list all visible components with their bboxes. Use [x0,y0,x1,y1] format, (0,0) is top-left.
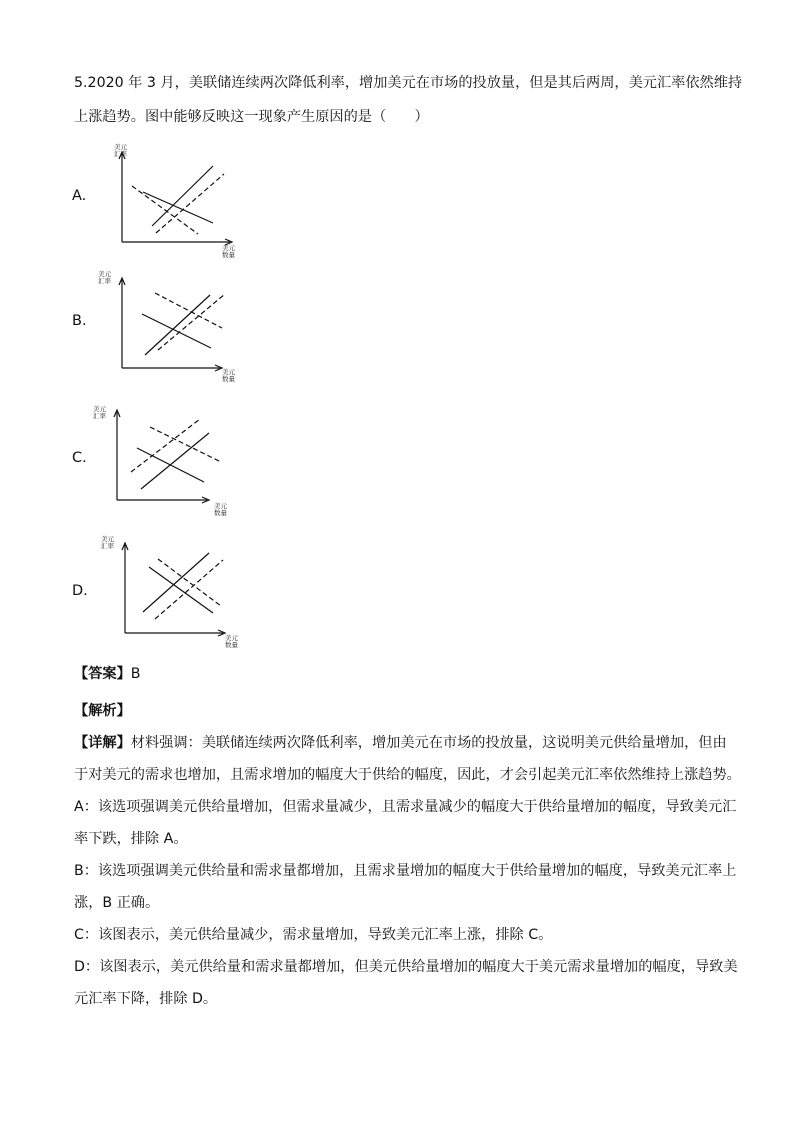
graph-c-x-label-2: 数量 [214,509,227,517]
analysis-d-line-1: D：该图表示，美元供给量和需求量都增加，但美元供给量增加的幅度大于美元需求量增加的幅度，导致美 [74,959,738,975]
graph-d-y-label-2: 汇率 [101,542,114,550]
analysis-tag: 【解析】 [74,703,131,719]
graph-d-x-label-1: 美元 [225,634,238,642]
graph-b-y-label-1: 美元 [98,270,111,278]
answer-line [74,664,141,684]
graph-d-demand-dashed [158,559,221,606]
analysis-c-line-1: C：该图表示，美元供给量减少，需求量增加，导致美元汇率上涨，排除 C。 [74,927,553,943]
analysis-a-line-1: A：该选项强调美元供给量增加，但需求量减少，且需求量减少的幅度大于供给量增加的幅度，导致美元汇 [74,799,737,815]
graph-b-x-label-2: 数量 [222,375,235,383]
graph-a-y-label-2: 汇率 [114,150,127,158]
answer-value: B [130,666,141,682]
graph-a-x-label-1: 美元 [222,244,235,252]
graph-a-demand-dashed [132,186,198,234]
graph-d-supply-dashed [155,560,223,619]
graph-a-supply-dashed [156,174,224,233]
question-line-2: 上涨趋势。图中能够反映这一现象产生原因的是（ ） [74,109,429,125]
detail-line-1 [74,733,727,753]
graph-b-supply-solid [145,295,210,355]
graph-c-supply-dashed [131,419,200,472]
graph-c-y-label-2: 汇率 [93,412,106,420]
graph-d-demand-solid [149,567,213,613]
graph-c-y-label-1: 美元 [93,405,106,413]
graph-option-c [93,402,247,520]
graph-c-demand-dashed [150,427,221,462]
analysis-d-line-2: 元汇率下降，排除 D。 [74,991,218,1007]
graph-b-x-label-1: 美元 [222,368,235,376]
graph-c-x-label-1: 美元 [214,502,227,510]
graph-d-y-label-1: 美元 [101,535,114,543]
analysis-b-line-2: 涨，B 正确。 [74,895,160,911]
graph-b-supply-dashed [158,294,225,350]
graph-d-x-label-2: 数量 [225,641,238,649]
graph-b-demand-solid [142,314,211,348]
option-b-label: B. [72,313,87,329]
detail-tag: 【详解】 [74,735,131,751]
graph-option-b [98,268,252,386]
option-c-label: C. [72,450,87,466]
answer-tag: 【答案】 [74,666,131,682]
option-a-label: A. [72,188,87,204]
graph-b-demand-dashed [155,293,222,328]
analysis-a-line-2: 率下跌，排除 A。 [74,831,188,847]
graph-a-x-label-2: 数量 [222,251,235,259]
graph-option-a [112,142,252,260]
graph-b-y-label-2: 汇率 [98,277,111,285]
analysis-b-line-1: B：该选项强调美元供给量和需求量都增加，且需求量增加的幅度大于供给量增加的幅度，导致美元汇率上 [74,863,737,879]
graph-option-d [101,535,255,653]
graph-c-supply-solid [141,433,209,489]
graph-a-demand-solid [143,192,213,223]
graph-a-supply-solid [152,166,213,226]
option-d-label: D. [72,583,88,599]
detail-text-1: 材料强调：美联储连续两次降低利率，增加美元在市场的投放量，这说明美元供给量增加，但由 [130,735,727,751]
graph-a-y-label-1: 美元 [114,143,127,151]
question-line-1: 5.2020 年 3 月，美联储连续两次降低利率，增加美元在市场的投放量，但是其后两周，美元汇率依然维持 [74,75,743,91]
detail-line-2: 于对美元的需求也增加，且需求增加的幅度大于供给的幅度，因此，才会引起美元汇率依然维持上涨趋势。 [74,767,741,783]
